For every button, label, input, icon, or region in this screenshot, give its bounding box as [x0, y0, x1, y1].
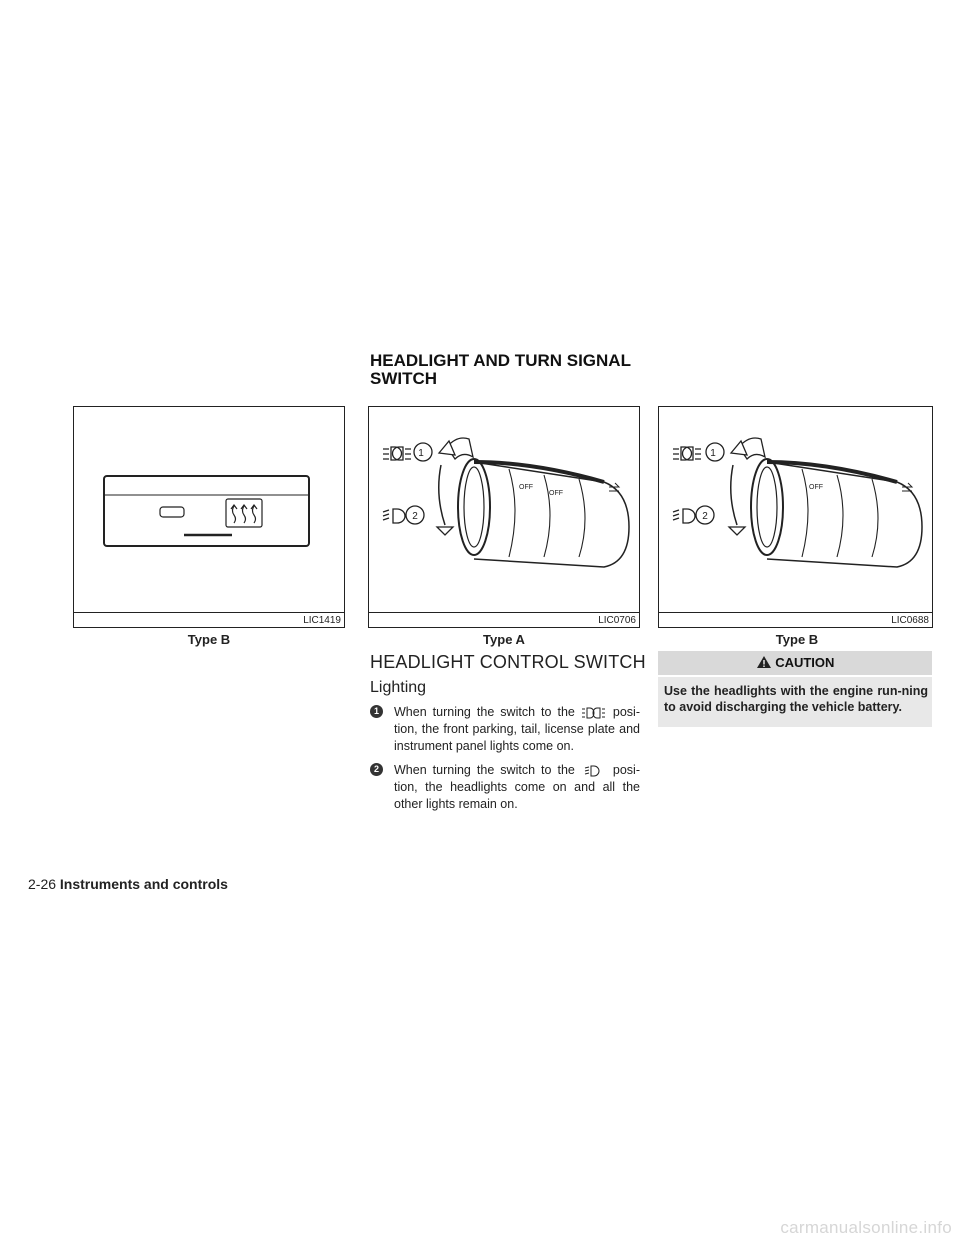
figure-caption: Type B — [775, 632, 819, 647]
page-number: 2-26 — [28, 876, 57, 892]
figure-headlight-switch-type-b — [658, 406, 933, 628]
position-1-label: 1 — [710, 448, 716, 459]
parking-light-icon — [581, 707, 607, 719]
headlight-switch-illustration — [369, 407, 639, 612]
chapter-title: Instruments and controls — [59, 876, 228, 892]
position-2-label: 2 — [412, 511, 418, 522]
defroster-switch-illustration — [74, 407, 344, 612]
position-2-label: 2 — [702, 511, 708, 522]
figure-code: LIC0688 — [891, 615, 929, 626]
item-number: 2 — [370, 763, 383, 776]
watermark-text: carmanualsonline.info — [780, 1218, 952, 1237]
subheading: Lighting — [370, 679, 427, 696]
headlight-icon — [383, 509, 405, 523]
position-1-label: 1 — [418, 448, 424, 459]
page-footer — [28, 876, 228, 892]
figure-caption: Type A — [483, 632, 525, 647]
parking-light-icon — [383, 447, 411, 460]
headlight-icon — [673, 509, 695, 523]
svg-text:OFF: OFF — [519, 484, 533, 491]
subsection-title: HEADLIGHT CONTROL SWITCH — [370, 652, 646, 672]
caution-title: CAUTION — [775, 655, 835, 670]
list-item — [370, 762, 640, 813]
figure-caption: Type B — [187, 632, 231, 647]
headlight-switch-illustration — [659, 407, 932, 612]
item-text-before: When turning the switch to the — [394, 763, 575, 777]
warning-icon — [756, 655, 772, 669]
item-text-after: posi-tion, the front parking, tail, license plate and instrument panel lights come on. — [394, 705, 640, 753]
figure-code: LIC0706 — [598, 615, 636, 626]
caution-header — [658, 651, 932, 675]
item-text-after: posi-tion, the headlights come on and all the other lights remain on. — [394, 763, 640, 811]
parking-light-icon — [673, 447, 701, 460]
svg-text:OFF: OFF — [549, 490, 563, 497]
caution-text: Use the headlights with the engine run-ning to avoid discharging the vehicle battery. — [658, 677, 932, 727]
headlight-icon — [581, 765, 607, 777]
list-item — [370, 704, 640, 755]
section-title: HEADLIGHT AND TURN SIGNAL SWITCH — [370, 351, 631, 388]
item-number: 1 — [370, 705, 383, 718]
svg-text:OFF: OFF — [809, 484, 823, 491]
figure-headlight-switch-type-a — [368, 406, 640, 628]
item-text-before: When turning the switch to the — [394, 705, 575, 719]
figure-defroster-switch — [73, 406, 345, 628]
figure-code: LIC1419 — [303, 615, 341, 626]
